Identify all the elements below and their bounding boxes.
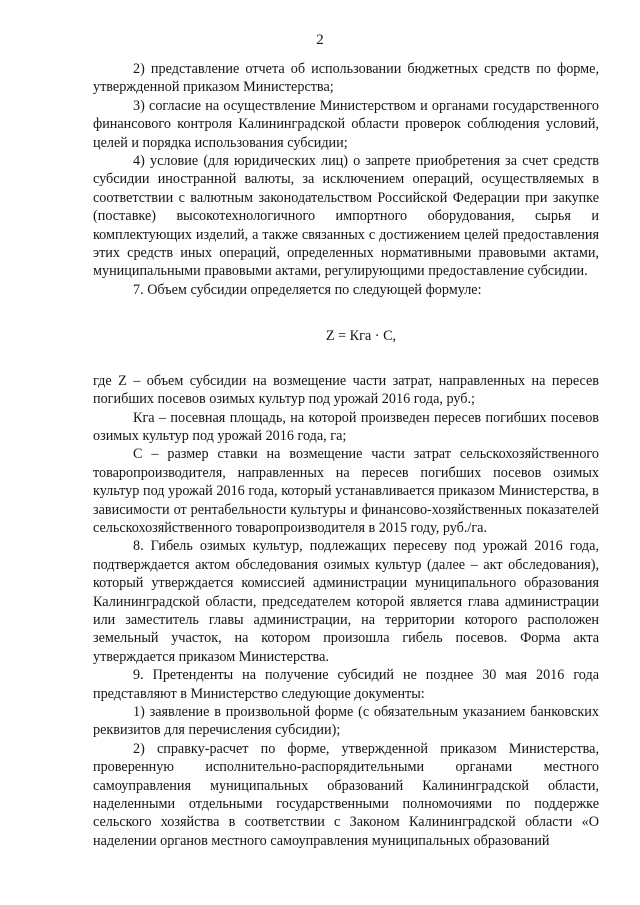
paragraph-application: 1) заявление в произвольной форме (с обязательным указанием банковских реквизитов для перечисления субсидии); [93, 704, 599, 739]
document-body [93, 60, 599, 850]
paragraph-currency-prohibition: 4) условие (для юридических лиц) о запрете приобретения за счет средств субсидии иностранной валюты, за исключением операций, осуществляемых в соответствии с валютным законодательством Российской Федерации при закупке (поставке) высокотехнологичного импортного оборудования, сырья и комплектующих изделий, а также связанных с достижением целей предоставления этих средств иных операций, определенных нормативными правовыми актами, муниципальными правовыми актами, регулирующими предоставление субсидии. [93, 153, 599, 280]
paragraph-subsidy-formula-intro: 7. Объем субсидии определяется по следующей формуле: [133, 281, 482, 298]
page-number: 2 [316, 32, 324, 48]
paragraph-required-documents: 9. Претенденты на получение субсидий не позднее 30 мая 2016 года представляют в Министерство следующие документы: [93, 667, 599, 702]
paragraph-definition-z: где Z – объем субсидии на возмещение части затрат, направленных на пересев погибших посевов озимых культур под урожай 2016 года, руб.; [93, 372, 599, 408]
paragraph-consent-inspections: 3) согласие на осуществление Министерством и органами государственного финансового контроля Калининградской области проверок соблюдения условий, целей и порядка использования субсидии; [93, 97, 599, 151]
formula-text: Z = Кга · С, [325, 328, 397, 345]
subsidy-formula [93, 299, 599, 371]
paragraph-definition-c: С – размер ставки на возмещение части затрат сельскохозяйственного товаропроизводителя, направленных на пересев погибших посевов озимых культур под урожай 2016 года, который устанавливается приказом Министерства, в зависимости от рентабельности культуры и финансово-хозяйственных показателей сельскохозяйственного товаропроизводителя в 2015 году, руб./га. [93, 446, 599, 536]
paragraph-calculation-certificate: 2) справку-расчет по форме, утвержденной приказом Министерства, проверенную исполнительно-распорядительными органами местного самоуправления муниципальных образований Калининградской области, наделенными отдельными государственными полномочиями по поддержке сельского хозяйства в соответствии с Законом Калининградской области «О наделении органов местного самоуправления муниципальных образований [93, 740, 599, 849]
paragraph-report-submission: 2) представление отчета об использовании бюджетных средств по форме, утвержденной приказом Министерства; [93, 61, 599, 96]
paragraph-definition-kga: Кга – посевная площадь, на которой произведен пересев погибших посевов озимых культур под урожай 2016 года, га; [93, 409, 599, 444]
paragraph-crop-loss-act: 8. Гибель озимых культур, подлежащих пересеву под урожай 2016 года, подтверждается актом обследования озимых культур (далее – акт обследования), который утверждается комиссией администрации муниципального образования Калининградской области, председателем которой является глава администрации или заместитель главы администрации, на территории которого расположен земельный участок, на котором произошла гибель посевов. Форма акта утверждается приказом Министерства. [93, 538, 599, 665]
